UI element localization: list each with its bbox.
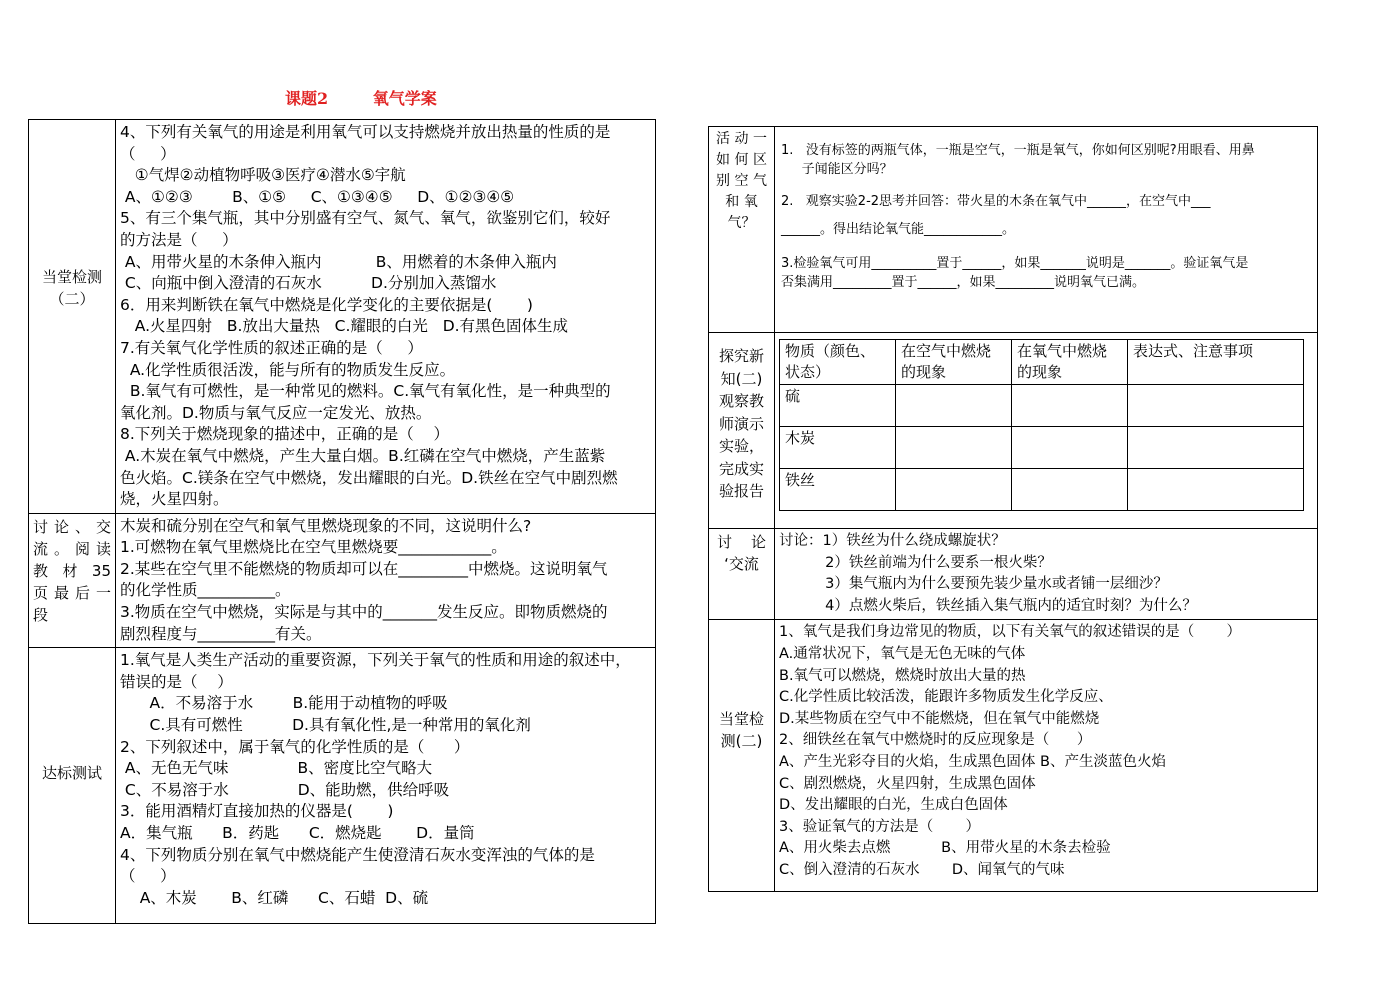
label-activity-one: 活 动 一 如 何 区 别 空 气 和 氧 气？ — [709, 127, 775, 333]
in-class-test-2-content: 1、氧气是我们身边常见的物质，以下有关氧气的叙述错误的是（ ） A.通常状况下，氧气是无色无味的气体 B.氧气可以燃烧，燃烧时放出大量的热 C.化学性质比较活泼，能跟许多物质发生化学反应、 D.某些物质在空气中不能燃烧，但在氧气中能燃烧 2、细铁丝在氧气中燃烧时的反应现象是（ ） A、产生光彩夺目的火焰，生成黑色固体 B、产生淡蓝色火焰 C、剧烈燃烧，火星四射，生成黑色固体 D、发出耀眼的白光，生成白色固体 3、验证氧气的方法是（ ） A、用火柴去点燃 B、用带火星的木条去检验 C、倒入澄清的石灰水 D、闻氧气的气味 — [775, 620, 1318, 892]
label-discuss-exchange: 讨 论 ‘交流 — [709, 529, 775, 620]
cell-expression — [1128, 469, 1304, 511]
right-worksheet-table — [708, 126, 1318, 892]
cell-oxygen — [1012, 427, 1128, 469]
row-discussion — [29, 513, 656, 648]
activity-one-content: 1. 没有标签的两瓶气体，一瓶是空气，一瓶是氧气，你如何区别呢?用眼看、用鼻 子闻能区分吗？ 2. 观察实验2-2思考并回答：带火星的木条在氧气中______，在空气中___ ______。得出结论氧气能____________。 3.检验氧气可用__________置于______，如果_______说明是_______。验证氧气是 否集满用_________置于______，如果_________说明氧气已满。 — [775, 127, 1318, 333]
cell-expression — [1128, 427, 1304, 469]
header-burn-in-oxygen: 在氧气中燃烧 的现象 — [1012, 340, 1128, 385]
standard-test-content: 1.氧气是人类生产活动的重要资源，下列关于氧气的性质和用途的叙述中， 错误的是（ ） A．不易溶于水 B.能用于动植物的呼吸 C.具有可燃性 D.具有氧化性,是一种常用的氧化剂 2、下列叙述中，属于氧气的化学性质的是（ ） A、无色无气味 B、密度比空气略大 C、不易溶于水 D、能助燃，供给呼吸 3．能用酒精灯直接加热的仪器是( ) A．集气瓶 B．药匙 C．燃烧匙 D．量筒 4、下列物质分别在氧气中燃烧能产生使澄清石灰水变浑浊的气体的是 （ ） A、木炭 B、红磷 C、石蜡 D、硫 — [116, 648, 656, 924]
header-burn-in-air: 在空气中燃烧 的现象 — [896, 340, 1012, 385]
observation-row — [780, 469, 1304, 511]
cell-substance: 木炭 — [780, 427, 896, 469]
cell-expression — [1128, 385, 1304, 427]
header-substance: 物质（颜色、 状态） — [780, 340, 896, 385]
cell-air — [896, 385, 1012, 427]
discuss-exchange-content: 讨论：1）铁丝为什么绕成螺旋状？ 2）铁丝前端为什么要系一根火柴？ 3）集气瓶内为什么要预先装少量水或者铺一层细沙？ 4）点燃火柴后，铁丝插入集气瓶内的适宜时刻？为什么？ — [775, 529, 1318, 620]
row-in-class-test — [29, 120, 656, 514]
header-expression-notes: 表达式、注意事项 — [1128, 340, 1304, 385]
cell-oxygen — [1012, 385, 1128, 427]
explore-content — [775, 333, 1318, 529]
label-discussion: 讨论、交 流。阅读 教 材 35 页最后一 段 — [29, 513, 116, 648]
label-explore: 探究新 知(二) 观察教 师演示 实验， 完成实 验报告 — [709, 333, 775, 529]
row-activity-one — [709, 127, 1318, 333]
discussion-content: 木炭和硫分别在空气和氧气里燃烧现象的不同，这说明什么? 1.可燃物在氧气里燃烧比在空气里燃烧要____________。 2.某些在空气里不能燃烧的物质却可以在_________中燃烧。这说明氧气 的化学性质__________。 3.物质在空气中燃烧，实际是与其中的_______发生反应。即物质燃烧的 剧烈程度与__________有关。 — [116, 513, 656, 648]
row-discuss-exchange — [709, 529, 1318, 620]
row-in-class-test-2 — [709, 620, 1318, 892]
observation-row — [780, 385, 1304, 427]
left-worksheet-table — [28, 119, 656, 924]
in-class-test-content: 4、下列有关氧气的用途是利用氧气可以支持燃烧并放出热量的性质的是 （ ） ①气焊②动植物呼吸③医疗④潜水⑤宇航 A、①②③ B、①⑤ C、①③④⑤ D、①②③④⑤ 5、有三个集气瓶，其中分别盛有空气、氮气、氧气，欲鉴别它们，较好 的方法是（ ） A、用带火星的木条伸入瓶内 B、用燃着的木条伸入瓶内 C、向瓶中倒入澄清的石灰水 D.分别加入蒸馏水 6．用来判断铁在氧气中燃烧是化学变化的主要依据是( ) A.火星四射 B.放出大量热 C.耀眼的白光 D.有黑色固体生成 7.有关氧气化学性质的叙述正确的是（ ） A.化学性质很活泼，能与所有的物质发生反应。 B.氧气有可燃性，是一种常见的燃料。C.氧气有氧化性，是一种典型的 氧化剂。D.物质与氧气反应一定发光、放热。 8.下列关于燃烧现象的描述中，正确的是（ ） A.木炭在氧气中燃烧，产生大量白烟。B.红磷在空气中燃烧，产生蓝紫 色火焰。C.镁条在空气中燃烧，发出耀眼的白光。D.铁丝在空气中剧烈燃 烧，火星四射。 — [116, 120, 656, 514]
cell-air — [896, 427, 1012, 469]
observation-row — [780, 427, 1304, 469]
label-in-class-test-2: 当堂检 测(二) — [709, 620, 775, 892]
row-standard-test — [29, 648, 656, 924]
page-title: 课题2 氧气学案 — [285, 89, 437, 108]
row-explore — [709, 333, 1318, 529]
cell-air — [896, 469, 1012, 511]
observation-header-row — [780, 340, 1304, 385]
label-in-class-test: 当堂检测 （二） — [29, 120, 116, 514]
cell-substance: 铁丝 — [780, 469, 896, 511]
cell-oxygen — [1012, 469, 1128, 511]
observation-table — [779, 339, 1304, 511]
label-standard-test: 达标测试 — [29, 648, 116, 924]
cell-substance: 硫 — [780, 385, 896, 427]
